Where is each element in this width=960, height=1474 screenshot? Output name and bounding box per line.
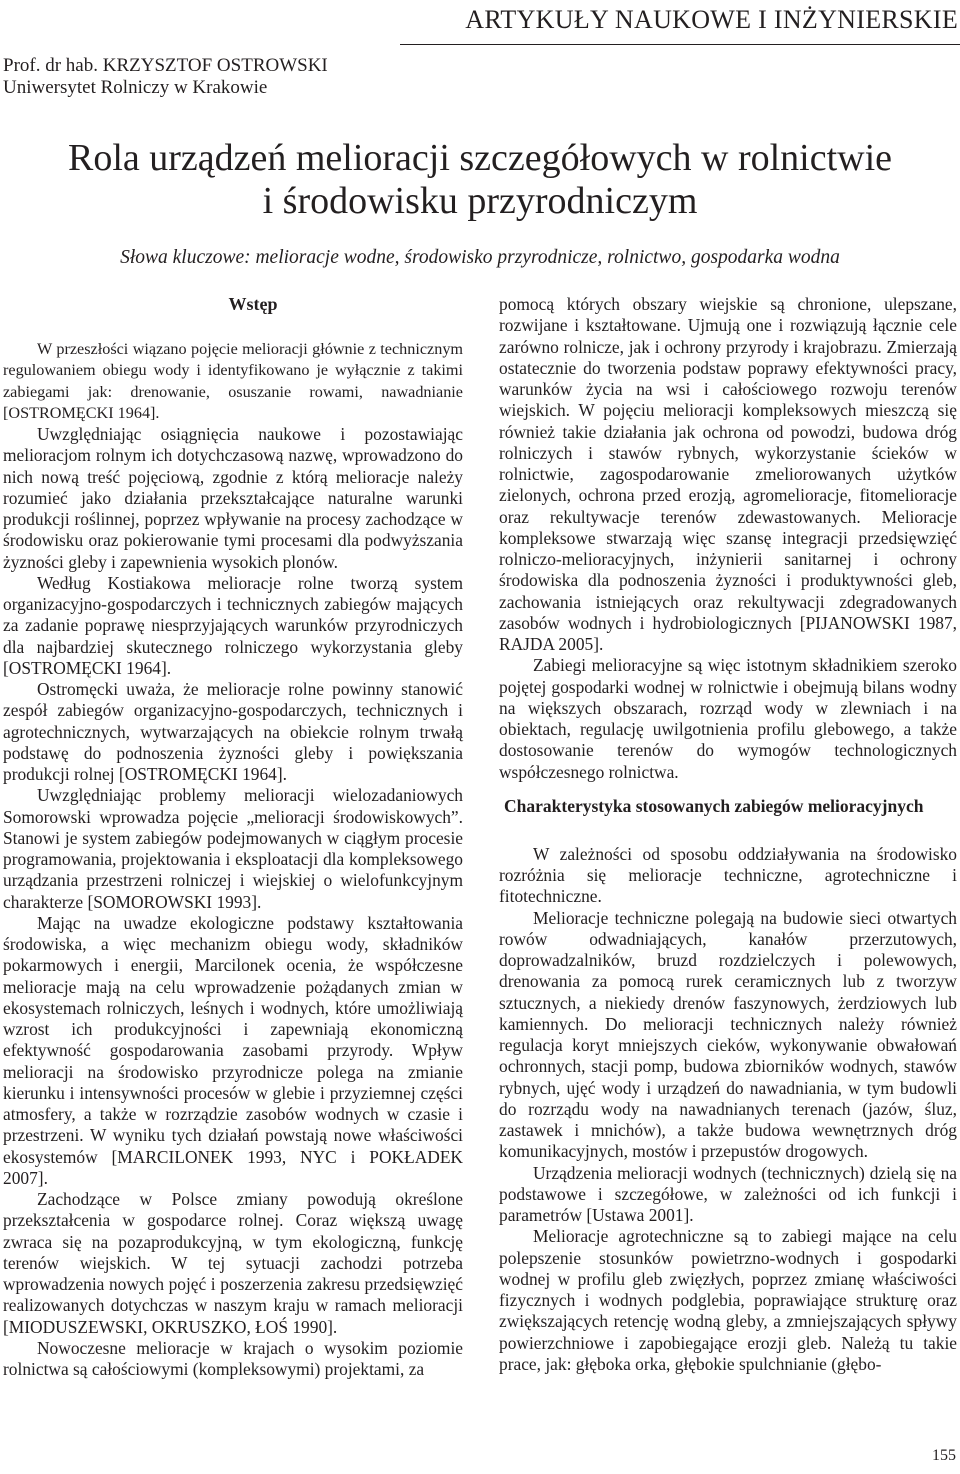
paragraph: Ostromęcki uważa, że melioracje rolne powinny stanowić zespół zabiegów organizacyjno-gospodarczych, technicznych i agrotechnicznych, wytwarzających na obiekcie rolnym trwałą podstawę do podnoszenia żyzności gleby i powiększania produkcji rolnej [OSTROMĘCKI 1964].: [3, 679, 463, 784]
paragraph: Uwzględniając osiągnięcia naukowe i pozostawiając melioracjom rolnym ich dotychczasową nazwę, wprowadzono do nich nową treść pojęciową, zgodnie z którą melioracje należy rozumieć jako działania przekształcające naturalne warunki produkcji roślinnej, poprzez wpływanie na procesy zachodzące w środowisku oraz pokierowanie tymi procesami dla podwyższania żyzności gleby i zapewnienia wysokich plonów.: [3, 424, 463, 572]
paragraph: Nowoczesne melioracje w krajach o wysokim poziomie rolnictwa są całościowymi (kompleksowymi) projektami, za: [3, 1337, 463, 1379]
right-column: [499, 294, 957, 1375]
paragraph: Urządzenia melioracji wodnych (technicznych) dzielą się na podstawowe i szczegółowe, w zależności od ich funkcji i parametrów [Ustawa 2001].: [499, 1162, 957, 1225]
paragraph: pomocą których obszary wiejskie są chronione, ulepszane, rozwijane i kształtowane. Ujmują one i rozwiązują łącznie cele zarówno rolnicze, jak i ochrony przyrody i krajobrazu. Zmierzają ostatecznie do tworzenia podstaw poprawy efektywności pracy, warunków życia na wsi i całościowego rozwoju terenów wiejskich. W pojęciu melioracji kompleksowych mieszczą się również takie działania jak ochrona od powodzi, budowa dróg rolniczych i stawów rybnych, wykorzystanie ścieków w rolnictwie, zagospodarowanie zmeliorowanych użytków zielonych, ochrona przed erozją, agromelioracje, fitomelioracje oraz rekultywacje terenów zdewastowanych. Melioracje kompleksowe stwarzają więc szansę integracji przedsięwzięć rolniczo-melioracyjnych, inżynierii sanitarnej i ochrony środowiska dla podnoszenia żyzności i produktywności gleb, zachowania istniejących oraz rekultywacji zdegradowanych zasobów wodnych i hydrobiologicznych [PIJANOWSKI 1987, RAJDA 2005].: [499, 294, 957, 654]
article-title-line-2: i środowisku przyrodniczym: [262, 180, 698, 222]
author-name: Prof. dr hab. KRZYSZTOF OSTROWSKI: [3, 55, 328, 76]
article-title-line-1: Rola urządzeń melioracji szczegółowych w rolnictwie: [67, 137, 893, 179]
paragraph: Mając na uwadze ekologiczne podstawy kształtowania środowiska, a więc mechanizm obiegu wody, składników pokarmowych i energii, Marcilonek ocenia, że współczesne melioracje mają na celu wprowadzenie pożądanych zmian w ekosystemach rolniczych, leśnych i wodnych, które umożliwiają wzrost ich produkcyjności i zapewniają ekonomiczną efektywność gospodarowania zasobami przyrody. Wpływ melioracji na środowisko przyrodnicze polega na zmianie kierunku i intensywności procesów w glebie i przyziemnej części atmosfery, a także w rozrządzie zasobów wodnych w czasie i przestrzeni. W wyniku tych działań powstają nowe właściwości ekosystemów [MARCILONEK 1993, NYC i POKŁADEK 2007].: [3, 912, 463, 1188]
paragraph: W zależności od sposobu oddziaływania na środowisko rozróżnia się melioracje techniczne, agrotechniczne i fitotechniczne.: [499, 843, 957, 907]
author-affiliation: Uniwersytet Rolniczy w Krakowie: [3, 77, 268, 98]
paragraph: Zabiegi melioracyjne są więc istotnym składnikiem szeroko pojętej gospodarki wodnej w rolnictwie i obejmują bilans wodny na większych obszarach, rozrząd wody w zlewniach i na obiektach, regulację uwilgotnienia profilu glebowego, a także dostosowanie terenów do wymogów technologicznych współczesnego rolnictwa.: [499, 655, 957, 782]
paragraph: W przeszłości wiązano pojęcie melioracji głównie z technicznym regulowaniem obiegu wody i identyfikowano je wyłącznie z takimi zabiegami jak: drenowanie, osuszanie rowami, nawadnianie [OSTROMĘCKI 1964].: [3, 340, 463, 422]
paragraph: Melioracje techniczne polegają na budowie sieci otwartych rowów odwadniających, kanałów przerzutowych, doprowadzalników, bruzd rozdzielczych i polewowych, drenowania za pomocą rurek ceramicznych lub z tworzyw sztucznych, a niekiedy drenów faszynowych, żerdziowych lub kamiennych. Do melioracji technicznych należy również regulacja koryt mniejszych cieków, wykonywanie obwałowań ochronnych, stacji pomp, budowa zbiorników wodnych, stawów rybnych, ujęć wody i urządzeń do nawadniania, w tym budowli do rozrządu wody na nawadnianych terenach (jazów, śluz, zastawek i mnichów), a także budowa wewnętrznych dróg komunikacyjnych, mostów i przepustów drogowych.: [499, 907, 957, 1162]
author-block: [3, 55, 328, 99]
paragraph: Melioracje agrotechniczne są to zabiegi mające na celu polepszenie stosunków powietrzno-wodnych i gospodarki wodnej w profilu gleb zwięzłych, poprzez zmianę właściwości fizycznych i wodnych podglebia, poprawiające strukturę oraz zwiększających retencję wodną gleby, a zmniejszających spływy powierzchniowe i zapobiegające erozji gleb. Należą tu takie prace, jak: głęboka orka, głębokie spulchnianie (głębo-: [499, 1226, 957, 1374]
section-title: ARTYKUŁY NAUKOWE I INŻYNIERSKIE: [465, 5, 958, 34]
section-heading-charakterystyka: Charakterystyka stosowanych zabiegów melioracyjnych: [504, 795, 924, 816]
keywords: Słowa kluczowe: melioracje wodne, środowisko przyrodnicze, rolnictwo, gospodarka wodna: [120, 247, 840, 268]
section-heading-wstep: Wstęp: [228, 294, 278, 314]
paragraph: Uwzględniając problemy melioracji wielozadaniowych Somorowski wprowadza pojęcie „melioracji środowiskowych”. Stanowi je system zabiegów podejmowanych w ciągłym procesie programowania, projektowania i eksploatacji dla kompleksowego urządzania przestrzeni rolniczej i wiejskiej o wielofunkcyjnym charakterze [SOMOROWSKI 1993].: [3, 785, 463, 912]
paragraph: Według Kostiakowa melioracje rolne tworzą system organizacyjno-gospodarczych i technicznych zabiegów mających za zadanie poprawę niesprzyjających warunków przyrodniczych dla najbardziej skutecznego rolniczego wykorzystania gleby [OSTROMĘCKI 1964].: [3, 572, 463, 678]
section-header: [400, 4, 960, 45]
left-column: [3, 294, 463, 1380]
article-title: [0, 137, 960, 223]
paragraph: Zachodzące w Polsce zmiany powodują określone przekształcenia w gospodarce rolnej. Coraz większą uwagę zwraca się na pozaprodukcyjną, w tym ekologiczną, funkcję terenów wiejskich. W tej sytuacji zachodzi potrzeba wprowadzenia nowych pojęć i poszerzenia zakresu przedsięwzięć realizowanych dotychczas w naszym kraju w ramach melioracji [MIODUSZEWSKI, OKRUSZKO, ŁOŚ 1990].: [3, 1189, 463, 1337]
page-number: 155: [932, 1447, 956, 1464]
